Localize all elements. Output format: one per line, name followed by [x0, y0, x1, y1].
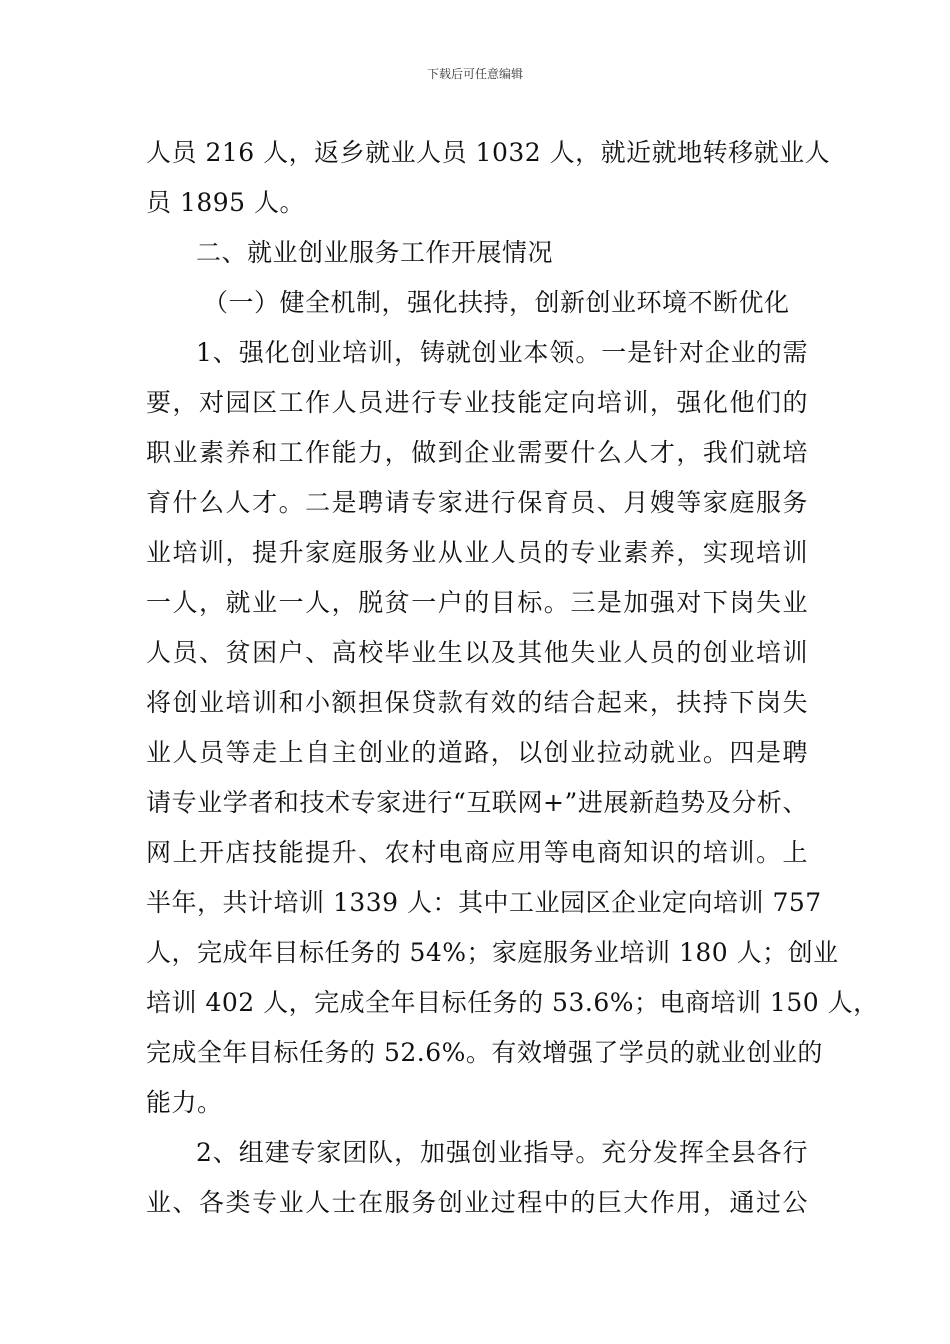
- text-line: 育什么人才。二是聘请专家进行保育员、月嫂等家庭服务: [146, 488, 808, 517]
- text-line: 能力。: [146, 1088, 223, 1117]
- text-line: 职业素养和工作能力，做到企业需要什么人才，我们就培: [146, 438, 808, 467]
- text-line: 将创业培训和小额担保贷款有效的结合起来，扶持下岗失: [146, 688, 808, 717]
- text-line: 人，完成年目标任务的 54%；家庭服务业培训 180 人；创业: [146, 938, 839, 967]
- subsection-heading: （一）健全机制，强化扶持，创新创业环境不断优化: [203, 288, 790, 317]
- text-line: 业培训，提升家庭服务业从业人员的专业素养，实现培训: [146, 538, 808, 567]
- text-line: 半年，共计培训 1339 人：其中工业园区企业定向培训 757: [146, 888, 822, 917]
- text-line: 2、组建专家团队，加强创业指导。充分发挥全县各行: [196, 1138, 808, 1167]
- text-line: 业、各类专业人士在服务创业过程中的巨大作用，通过公: [146, 1188, 808, 1217]
- text-line: 人员 216 人，返乡就业人员 1032 人，就近就地转移就业人: [146, 138, 831, 167]
- section-heading: 二、就业创业服务工作开展情况: [196, 238, 554, 267]
- text-line: 请专业学者和技术专家进行“互联网+”进展新趋势及分析、: [146, 788, 808, 817]
- text-line: 要，对园区工作人员进行专业技能定向培训，强化他们的: [146, 388, 808, 417]
- text-line: 员 1895 人。: [146, 188, 306, 217]
- text-line: 完成全年目标任务的 52.6%。有效增强了学员的就业创业的: [146, 1038, 823, 1067]
- text-line: 一人，就业一人，脱贫一户的目标。三是加强对下岗失业: [146, 588, 808, 617]
- page-header: 下载后可任意编辑: [426, 67, 523, 81]
- text-line: 网上开店技能提升、农村电商应用等电商知识的培训。上: [146, 838, 808, 867]
- text-line: 人员、贫困户、高校毕业生以及其他失业人员的创业培训: [146, 638, 808, 667]
- text-line: 业人员等走上自主创业的道路，以创业拉动就业。四是聘: [146, 738, 808, 767]
- document-body: [146, 128, 879, 1228]
- text-line: 培训 402 人，完成全年目标任务的 53.6%；电商培训 150 人，: [146, 988, 879, 1017]
- text-line: 1、强化创业培训，铸就创业本领。一是针对企业的需: [196, 338, 808, 367]
